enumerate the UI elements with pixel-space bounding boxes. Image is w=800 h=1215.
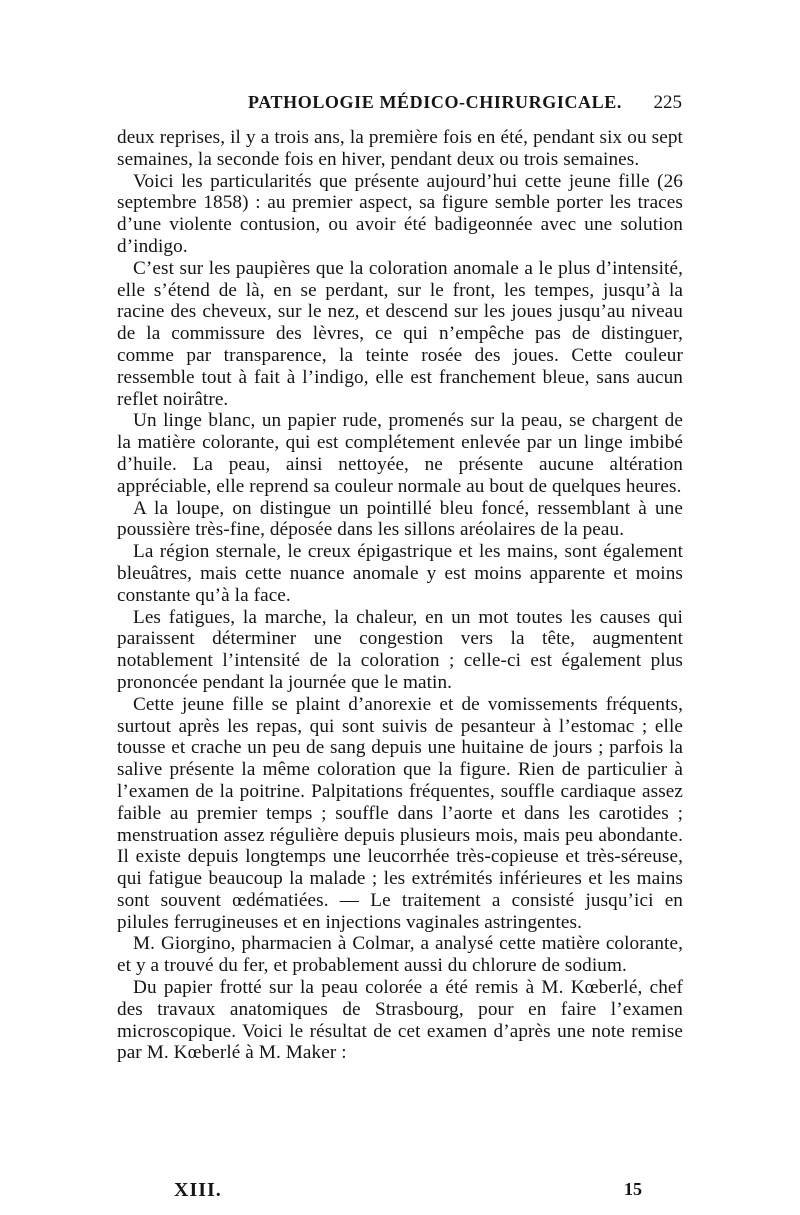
paragraph: Les fatigues, la marche, la chaleur, en un mot toutes les causes qui paraissent déterminer une congestion vers la tête, augmentent notablement l’intensité de la coloration ; celle-ci est également plus prononcée pendant la journée que le matin. xyxy=(117,606,683,693)
page-number: 225 xyxy=(653,92,682,113)
paragraph: C’est sur les paupières que la coloration anomale a le plus d’intensité, elle s’étend de là, en se perdant, sur le front, les tempes, jusqu’à la racine des cheveux, sur le nez, et descend sur les joues jusqu’au niveau de la commissure des lèvres, ce qui n’empêche pas de distinguer, comme par transparence, la teinte rosée des joues. Cette couleur ressemble tout à fait à l’indigo, elle est franchement bleue, sans aucun reflet noirâtre. xyxy=(117,257,683,410)
page-footer xyxy=(127,1179,642,1205)
paragraph: Un linge blanc, un papier rude, promenés sur la peau, se chargent de la matière colorante, qui est complétement enlevée par un linge imbibé d’huile. La peau, ainsi nettoyée, ne présente aucune altération appréciable, elle reprend sa couleur normale au bout de quelques heures. xyxy=(117,410,683,497)
paragraph: Cette jeune fille se plaint d’anorexie et de vomissements fréquents, surtout après les repas, qui sont suivis de pesanteur à l’estomac ; elle tousse et crache un peu de sang depuis une huitaine de jours ; parfois la salive présente la même coloration que la figure. Rien de particulier à l’examen de la poitrine. Palpitations fréquentes, souffle cardiaque assez faible au premier temps ; souffle dans l’aorte et dans les carotides ; menstruation assez régulière depuis plusieurs mois, mais peu abondante. Il existe depuis longtemps une leucorrhée très-copieuse et très-séreuse, qui fatigue beaucoup la malade ; les extrémités inférieures et les mains sont souvent œdématiées. — Le traitement a consisté jusqu’ici en pilules ferrugineuses et en injections vaginales astringentes. xyxy=(117,693,683,933)
running-header xyxy=(120,92,682,120)
paragraph: La région sternale, le creux épigastrique et les mains, sont également bleuâtres, mais cette nuance anomale y est moins apparente et moins constante qu’à la face. xyxy=(117,541,683,606)
running-title: PATHOLOGIE MÉDICO-CHIRURGICALE. xyxy=(248,92,622,112)
paragraph: A la loupe, on distingue un pointillé bleu foncé, ressemblant à une poussière très-fine, déposée dans les sillons aréolaires de la peau. xyxy=(117,497,683,541)
signature-mark: XIII. xyxy=(174,1179,222,1201)
body-text xyxy=(117,127,683,1064)
sheet-number: 15 xyxy=(624,1179,642,1199)
paragraph: Du papier frotté sur la peau colorée a été remis à M. Kœberlé, chef des travaux anatomiques de Strasbourg, pour en faire l’examen microscopique. Voici le résultat de cet examen d’après une note remise par M. Kœberlé à M. Maker : xyxy=(117,977,683,1064)
paragraph: M. Giorgino, pharmacien à Colmar, a analysé cette matière colorante, et y a trouvé du fer, et probablement aussi du chlorure de sodium. xyxy=(117,933,683,977)
paragraph: deux reprises, il y a trois ans, la première fois en été, pendant six ou sept semaines, la seconde fois en hiver, pendant deux ou trois semaines. xyxy=(117,127,683,170)
paragraph: Voici les particularités que présente aujourd’hui cette jeune fille (26 septembre 1858) : au premier aspect, sa figure semble porter les traces d’une violente contusion, ou avoir été badigeonnée avec une solution d’indigo. xyxy=(117,170,683,257)
